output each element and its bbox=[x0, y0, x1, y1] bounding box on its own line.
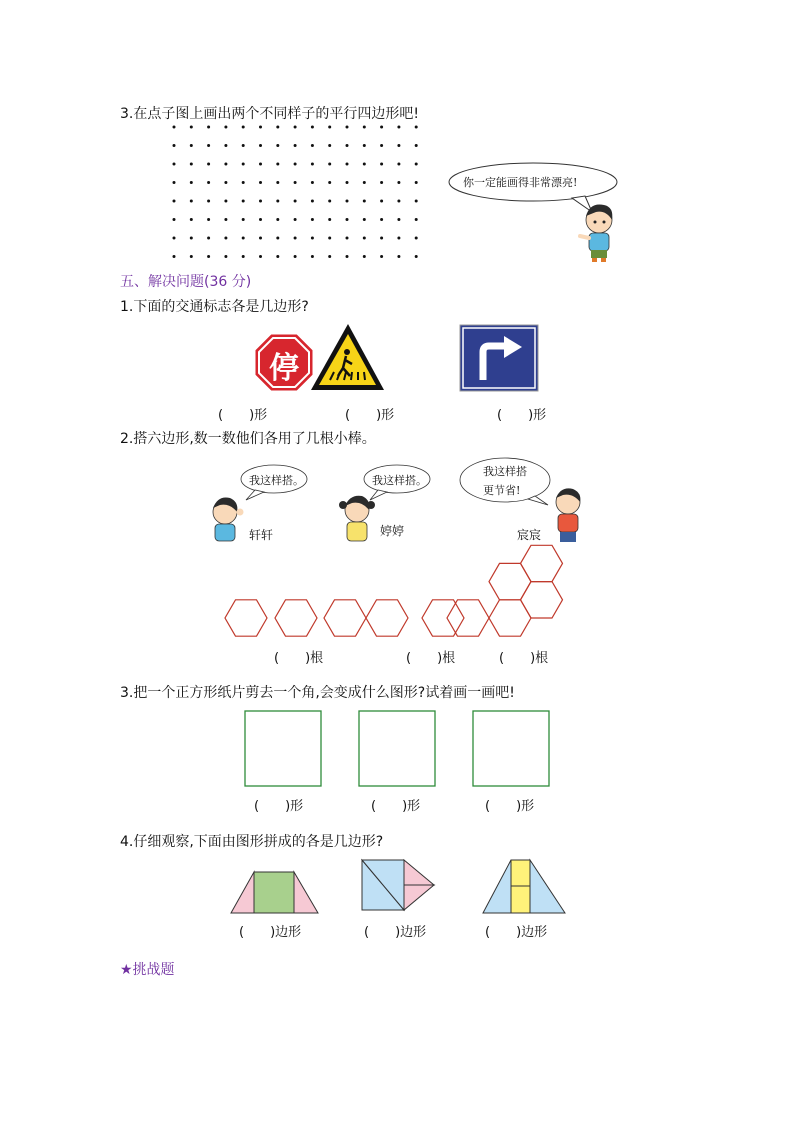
blank-sign-2[interactable]: ( )形 bbox=[345, 408, 395, 423]
stop-sign-label: 停 bbox=[269, 351, 299, 386]
name-xuanxuan: 轩轩 bbox=[249, 528, 274, 542]
blank-composite-1[interactable]: ( )边形 bbox=[239, 925, 302, 940]
blank-hex-3[interactable]: ( )根 bbox=[499, 651, 549, 666]
question-cut-square: 3.把一个正方形纸片剪去一个角,会变成什么图形?试着画一画吧! bbox=[120, 685, 515, 701]
blank-square-1[interactable]: ( )形 bbox=[254, 799, 304, 814]
name-tingting: 婷婷 bbox=[380, 524, 405, 538]
blank-sign-3[interactable]: ( )形 bbox=[497, 408, 547, 423]
blank-square-3[interactable]: ( )形 bbox=[485, 799, 535, 814]
question-parallelogram: 3.在点子图上画出两个不同样子的平行四边形吧! bbox=[120, 106, 419, 122]
speech-text: 你一定能画得非常漂亮! bbox=[463, 176, 578, 189]
bubble-text-2: 我这样搭。 bbox=[372, 474, 427, 487]
blank-hex-2[interactable]: ( )根 bbox=[406, 651, 456, 666]
question-traffic-signs: 1.下面的交通标志各是几边形? bbox=[120, 299, 309, 315]
section-title: 五、解决问题(36 分) bbox=[120, 274, 252, 290]
name-chenchen: 宸宸 bbox=[517, 528, 542, 542]
bubble-text-3-line1: 我这样搭 bbox=[483, 465, 527, 478]
bubble-text-1: 我这样搭。 bbox=[249, 474, 304, 487]
bubble-text-3-line2: 更节省! bbox=[483, 484, 521, 497]
blank-hex-1[interactable]: ( )根 bbox=[274, 651, 324, 666]
blank-composite-3[interactable]: ( )边形 bbox=[485, 925, 548, 940]
challenge-title: ★挑战题 bbox=[120, 962, 175, 978]
blank-sign-1[interactable]: ( )形 bbox=[218, 408, 268, 423]
blank-composite-2[interactable]: ( )边形 bbox=[364, 925, 427, 940]
question-hexagons: 2.搭六边形,数一数他们各用了几根小棒。 bbox=[120, 431, 376, 447]
question-composite-shapes: 4.仔细观察,下面由图形拼成的各是几边形? bbox=[120, 834, 384, 850]
blank-square-2[interactable]: ( )形 bbox=[371, 799, 421, 814]
